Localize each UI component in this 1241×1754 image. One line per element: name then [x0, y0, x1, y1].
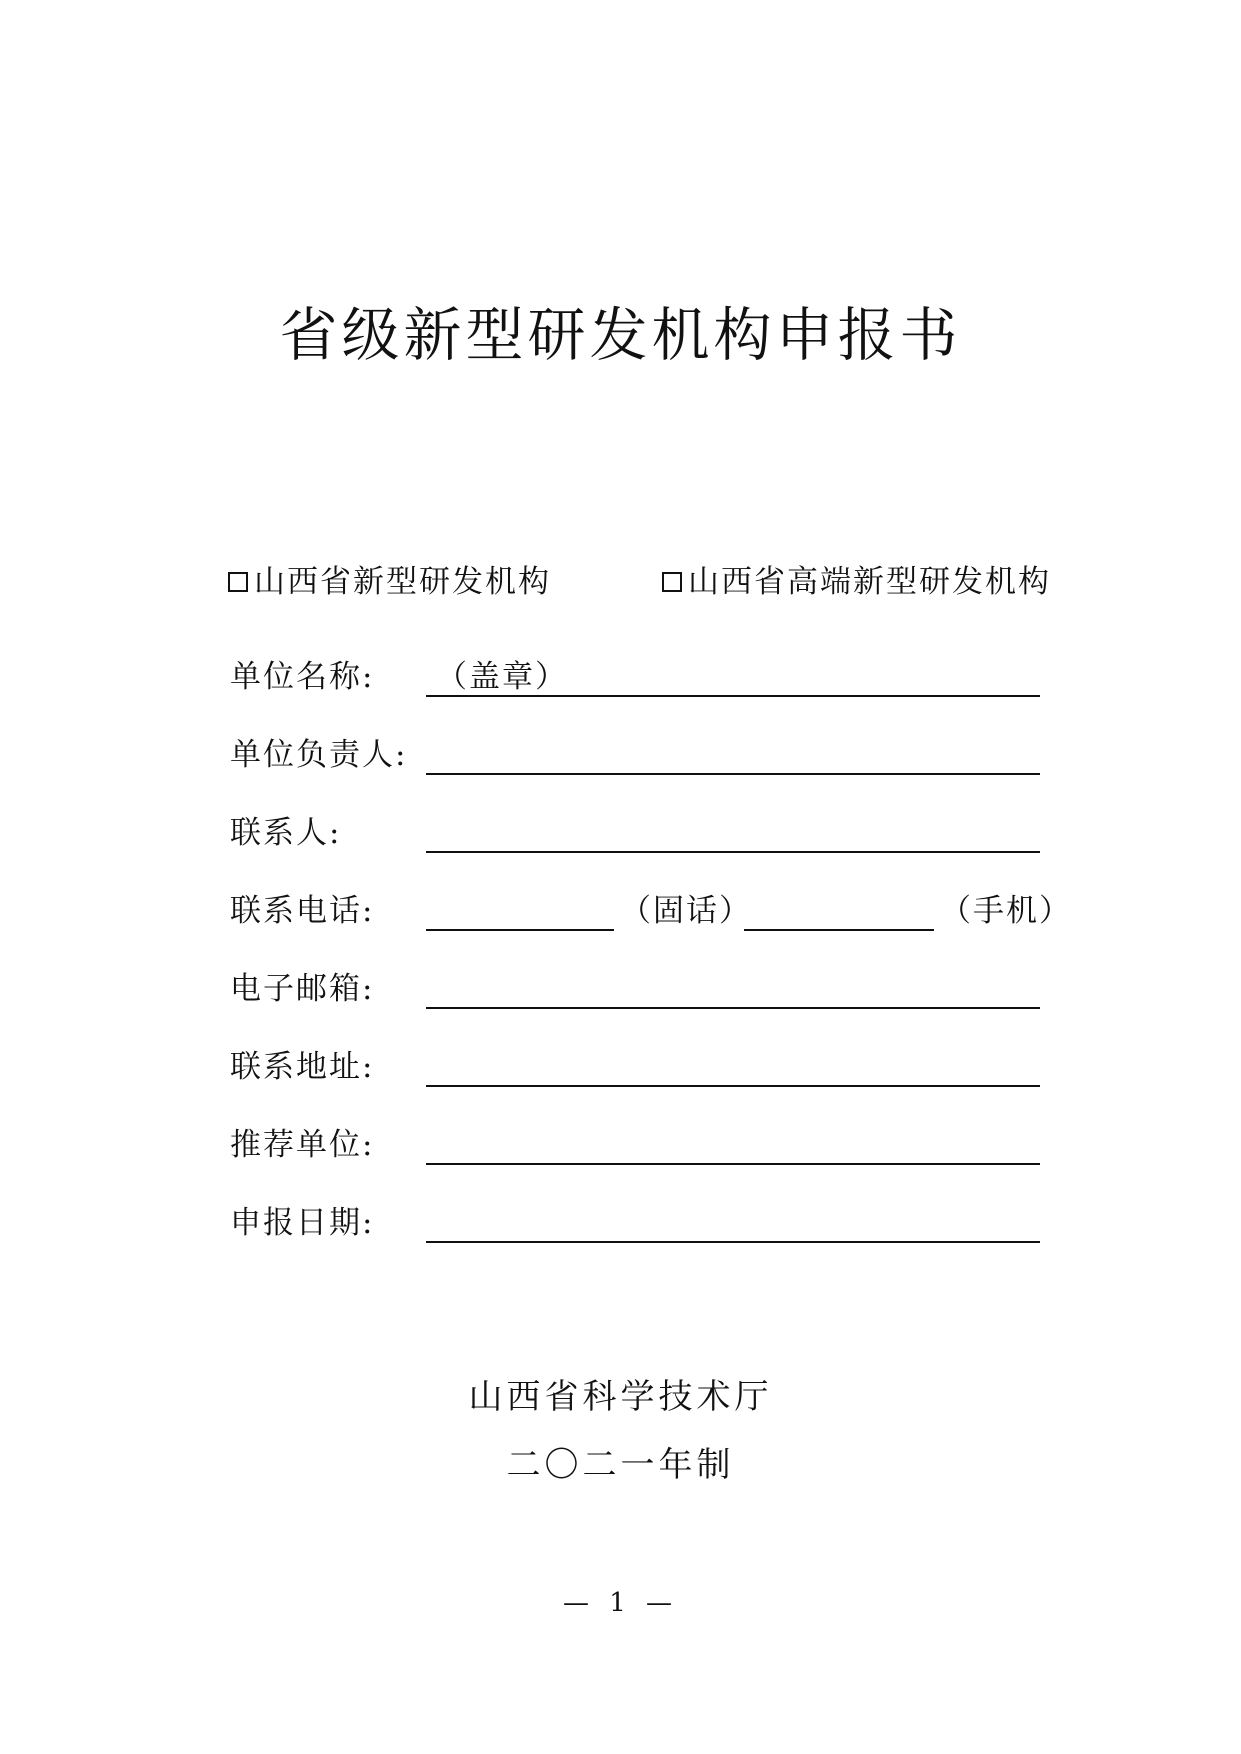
application-date-input-line[interactable] [426, 1241, 1040, 1243]
category-label: 山西省新型研发机构 [254, 564, 551, 600]
mobile-note: （手机） [940, 893, 1072, 929]
field-recommending-unit [230, 1123, 1050, 1167]
seal-note: （盖章） [436, 659, 568, 695]
field-contact-phone [230, 889, 1072, 933]
field-unit-leader [230, 733, 1050, 777]
field-application-date [230, 1201, 1050, 1245]
recommending-unit-input-line[interactable] [426, 1163, 1040, 1165]
field-label: 单位名称: [230, 659, 375, 695]
contact-person-input-line[interactable] [426, 851, 1040, 853]
field-label: 联系电话: [230, 893, 375, 929]
unit-leader-input-line[interactable] [426, 773, 1040, 775]
field-label: 联系地址: [230, 1049, 375, 1085]
field-address [230, 1045, 1050, 1089]
email-input-line[interactable] [426, 1007, 1040, 1009]
mobile-input-line[interactable] [744, 929, 934, 931]
landline-input-line[interactable] [426, 929, 614, 931]
unit-name-input-line[interactable] [426, 695, 1040, 697]
field-label: 单位负责人: [230, 737, 408, 773]
checkbox-icon[interactable] [228, 572, 248, 592]
checkbox-icon[interactable] [662, 572, 682, 592]
field-contact-person [230, 811, 1050, 855]
field-unit-name [230, 655, 1050, 699]
page-number: — 1 — [562, 1588, 679, 1618]
field-label: 推荐单位: [230, 1127, 375, 1163]
year-made: 二〇二一年制 [506, 1445, 735, 1485]
category-option-high-end-rd[interactable] [662, 562, 1051, 602]
category-option-new-rd[interactable] [228, 562, 551, 602]
address-input-line[interactable] [426, 1085, 1040, 1087]
field-label: 联系人: [230, 815, 342, 851]
landline-note: （固话） [620, 893, 752, 929]
field-label: 申报日期: [230, 1205, 375, 1241]
issuer-name: 山西省科学技术厅 [468, 1377, 773, 1417]
category-label: 山西省高端新型研发机构 [688, 564, 1051, 600]
document-title: 省级新型研发机构申报书 [279, 301, 962, 369]
field-email [230, 967, 1050, 1011]
field-label: 电子邮箱: [230, 971, 375, 1007]
